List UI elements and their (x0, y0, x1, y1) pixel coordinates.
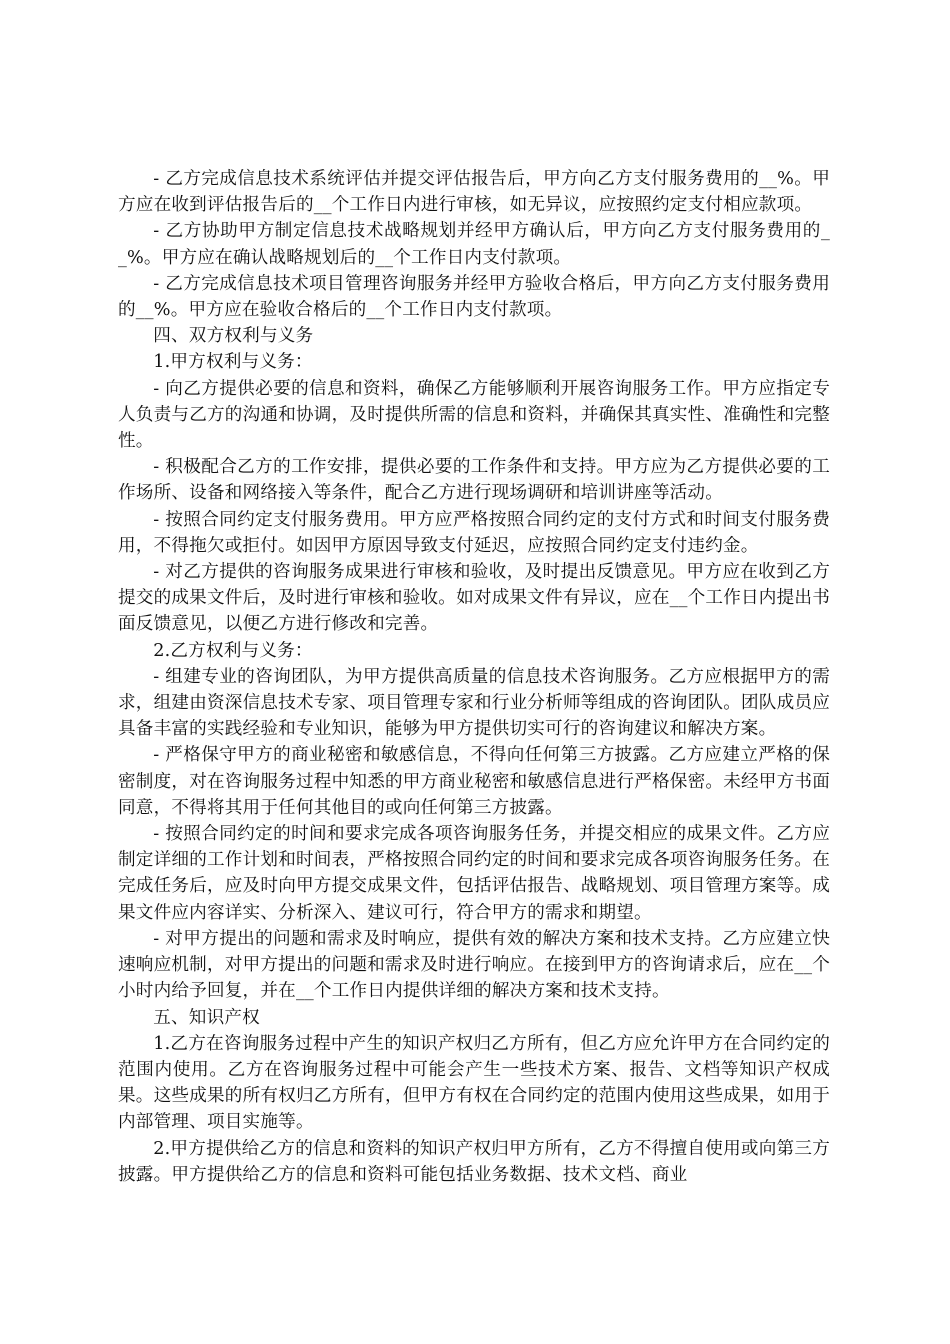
section-heading-ip: 五、知识产权 (153, 1007, 260, 1028)
paragraph-party-a-pay: - 按照合同约定支付服务费用。甲方应严格按照合同约定的支付方式和时间支付服务费用，不得拖欠或拒付。如因甲方原因导致支付延迟，应按照合同约定支付违约金。 (118, 509, 830, 556)
paragraph-party-b-deliverables: - 按照合同约定的时间和要求完成各项咨询服务任务，并提交相应的成果文件。乙方应制定详细的工作计划和时间表，严格按照合同约定的时间和要求完成各项咨询服务任务。在完成任务后，应及时向甲方提交成果文件，包括评估报告、战略规划、项目管理方案等。成果文件应内容详实、分析深入、建议可行，符合甲方的需求和期望。 (118, 824, 830, 923)
paragraph-party-b-response: - 对甲方提出的问题和需求及时响应，提供有效的解决方案和技术支持。乙方应建立快速响应机制，对甲方提出的问题和需求及时进行响应。在接到甲方的咨询请求后，应在__个小时内给予回复，并在__个工作日内提供详细的解决方案和技术支持。 (118, 928, 830, 1002)
paragraph-payment-evaluation: - 乙方完成信息技术系统评估并提交评估报告后，甲方向乙方支付服务费用的__%。甲方应在收到评估报告后的__个工作日内进行审核，如无异议，应按照约定支付相应款项。 (118, 169, 830, 216)
section-heading-rights-obligations: 四、双方权利与义务 (153, 326, 314, 347)
document-body (118, 166, 830, 1188)
paragraph-payment-strategy: - 乙方协助甲方制定信息技术战略规划并经甲方确认后，甲方向乙方支付服务费用的__%。甲方应在确认战略规划后的__个工作日内支付款项。 (118, 221, 830, 268)
paragraph-ip-party-b: 1.乙方在咨询服务过程中产生的知识产权归乙方所有，但乙方应允许甲方在合同约定的范围内使用。乙方在咨询服务过程中可能会产生一些技术方案、报告、文档等知识产权成果。这些成果的所有权归乙方所有，但甲方有权在合同约定的范围内使用这些成果，如用于内部管理、项目实施等。 (118, 1033, 830, 1133)
paragraph-ip-party-a: 2.甲方提供给乙方的信息和资料的知识产权归甲方所有，乙方不得擅自使用或向第三方披露。甲方提供给乙方的信息和资料可能包括业务数据、技术文档、商业 (118, 1138, 830, 1185)
subheading-party-a: 1.甲方权利与义务： (153, 352, 313, 373)
paragraph-party-b-confidentiality: - 严格保守甲方的商业秘密和敏感信息，不得向任何第三方披露。乙方应建立严格的保密制度，对在咨询服务过程中知悉的甲方商业秘密和敏感信息进行严格保密。未经甲方书面同意，不得将其用于任何其他目的或向任何第三方披露。 (118, 745, 830, 818)
paragraph-party-a-review: - 对乙方提供的咨询服务成果进行审核和验收，及时提出反馈意见。甲方应在收到乙方提交的成果文件后，及时进行审核和验收。如对成果文件有异议，应在__个工作日内提出书面反馈意见，以便乙方进行修改和完善。 (118, 562, 830, 635)
paragraph-party-a-provide-info: - 向乙方提供必要的信息和资料，确保乙方能够顺利开展咨询服务工作。甲方应指定专人负责与乙方的沟通和协调，及时提供所需的信息和资料，并确保其真实性、准确性和完整性。 (118, 378, 830, 452)
paragraph-payment-project-management: - 乙方完成信息技术项目管理咨询服务并经甲方验收合格后，甲方向乙方支付服务费用的__%。甲方应在验收合格后的__个工作日内支付款项。 (118, 273, 830, 321)
paragraph-party-a-cooperate: - 积极配合乙方的工作安排，提供必要的工作条件和支持。甲方应为乙方提供必要的工作场所、设备和网络接入等条件，配合乙方进行现场调研和培训讲座等活动。 (118, 457, 830, 504)
paragraph-party-b-team: - 组建专业的咨询团队，为甲方提供高质量的信息技术咨询服务。乙方应根据甲方的需求，组建由资深信息技术专家、项目管理专家和行业分析师等组成的咨询团队。团队成员应具备丰富的实践经验和专业知识，能够为甲方提供切实可行的咨询建议和解决方案。 (118, 666, 830, 740)
subheading-party-b: 2.乙方权利与义务： (153, 640, 313, 661)
